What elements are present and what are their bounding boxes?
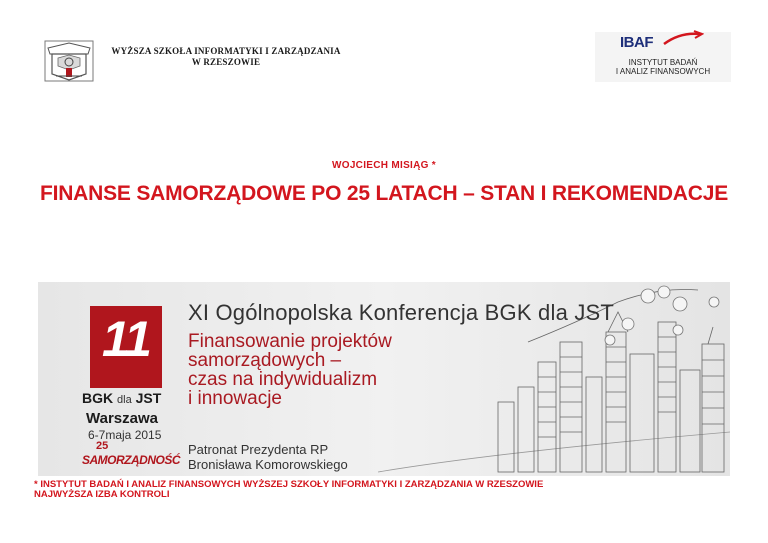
footnote-line1: * INSTYTUT BADAŃ I ANALIZ FINANSOWYCH WYŻSZEJ SZKOŁY INFORMATYKI I ZARZĄDZANIA W RZESZOWIE xyxy=(34,479,544,490)
conference-banner xyxy=(38,282,730,476)
university-crest-icon xyxy=(44,40,94,82)
page-title: FINANSE SAMORZĄDOWE PO 25 LATACH – STAN I REKOMENDACJE xyxy=(39,182,729,205)
author-name: WOJCIECH MISIĄG * xyxy=(332,160,436,171)
school-name-line2: W RZESZOWIE xyxy=(191,57,261,67)
bgk-dla-jst-label xyxy=(82,390,161,406)
patronage-note xyxy=(188,442,348,472)
conference-subtitle xyxy=(188,332,392,408)
ibaf-logo-icon xyxy=(662,30,704,48)
conference-number: 11 xyxy=(102,311,150,367)
subtitle-line: czas na indywidualizm xyxy=(188,369,378,390)
dla-label: dla xyxy=(117,394,132,406)
patron-line1: Patronat Prezydenta RP xyxy=(188,442,329,457)
subtitle-line: Finansowanie projektów xyxy=(188,331,392,352)
ibaf-institute-name xyxy=(598,58,728,76)
school-name-line1: WYŻSZA SZKOŁA INFORMATYKI I ZARZĄDZANIA xyxy=(111,46,341,56)
conference-city: Warszawa xyxy=(86,410,158,427)
ibaf-logo-text: IBAF xyxy=(620,34,653,51)
school-name xyxy=(106,46,346,68)
conference-title: XI Ogólnopolska Konferencja BGK dla JST xyxy=(188,300,615,325)
patron-line2: Bronisława Komorowskiego xyxy=(188,457,348,472)
bgk-label: BGK xyxy=(82,390,114,406)
subtitle-line: i innowacje xyxy=(188,388,282,409)
jst-label: JST xyxy=(135,390,162,406)
footnote-line2: NAJWYŻSZA IZBA KONTROLI xyxy=(34,489,170,500)
ibaf-line2: I ANALIZ FINANSOWYCH xyxy=(615,67,711,76)
conference-dates: 6-7maja 2015 xyxy=(88,428,162,442)
samorzadnosc-logo: SAMORZĄDNOŚĆ xyxy=(82,453,180,467)
samorzadnosc-25-logo: 25 xyxy=(96,440,109,452)
footnote xyxy=(34,480,543,500)
subtitle-line: samorządowych – xyxy=(188,350,342,371)
ibaf-line1: INSTYTUT BADAŃ xyxy=(628,58,698,67)
